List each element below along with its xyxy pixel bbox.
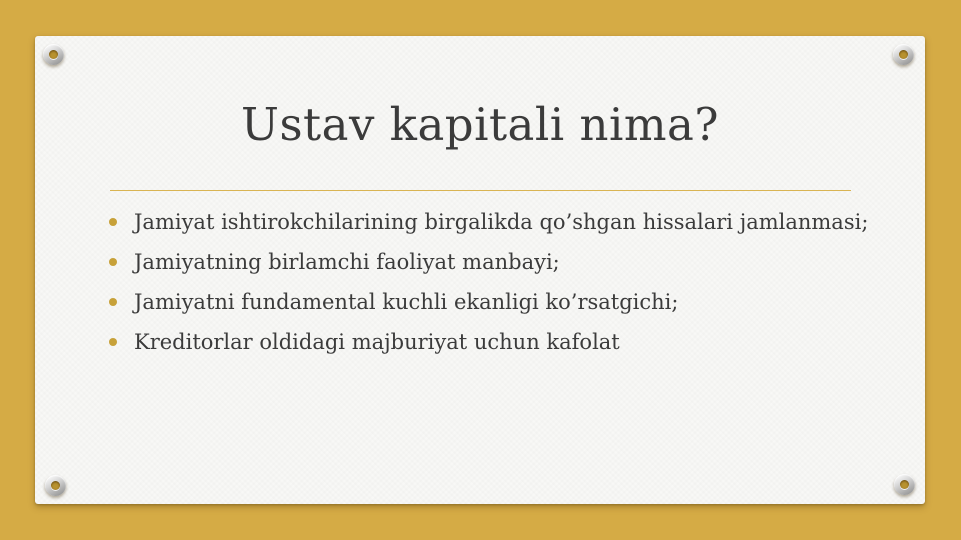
bullet-icon bbox=[109, 258, 117, 266]
list-item bbox=[109, 202, 885, 242]
slide-title: Ustav kapitali nima? bbox=[241, 98, 719, 151]
list-item bbox=[109, 282, 885, 322]
bullet-text: Jamiyatning birlamchi faoliyat manbayi; bbox=[134, 250, 560, 274]
slide-paper bbox=[35, 36, 925, 504]
bullet-text: Jamiyatni fundamental kuchli ekanligi ko’rsatgichi; bbox=[134, 290, 679, 314]
grommet-icon bbox=[894, 474, 915, 495]
bullet-list bbox=[109, 202, 885, 362]
list-item bbox=[109, 322, 885, 362]
grommet-icon bbox=[43, 44, 64, 65]
bullet-text: Jamiyat ishtirokchilarining birgalikda qo’shgan hissalari jamlanmasi; bbox=[134, 210, 869, 234]
grommet-icon bbox=[45, 475, 66, 496]
grommet-icon bbox=[893, 44, 914, 65]
bullet-icon bbox=[109, 338, 117, 346]
list-item bbox=[109, 242, 885, 282]
bullet-icon bbox=[109, 298, 117, 306]
bullet-icon bbox=[109, 218, 117, 226]
title-divider bbox=[110, 190, 851, 191]
bullet-text: Kreditorlar oldidagi majburiyat uchun kafolat bbox=[134, 330, 620, 354]
